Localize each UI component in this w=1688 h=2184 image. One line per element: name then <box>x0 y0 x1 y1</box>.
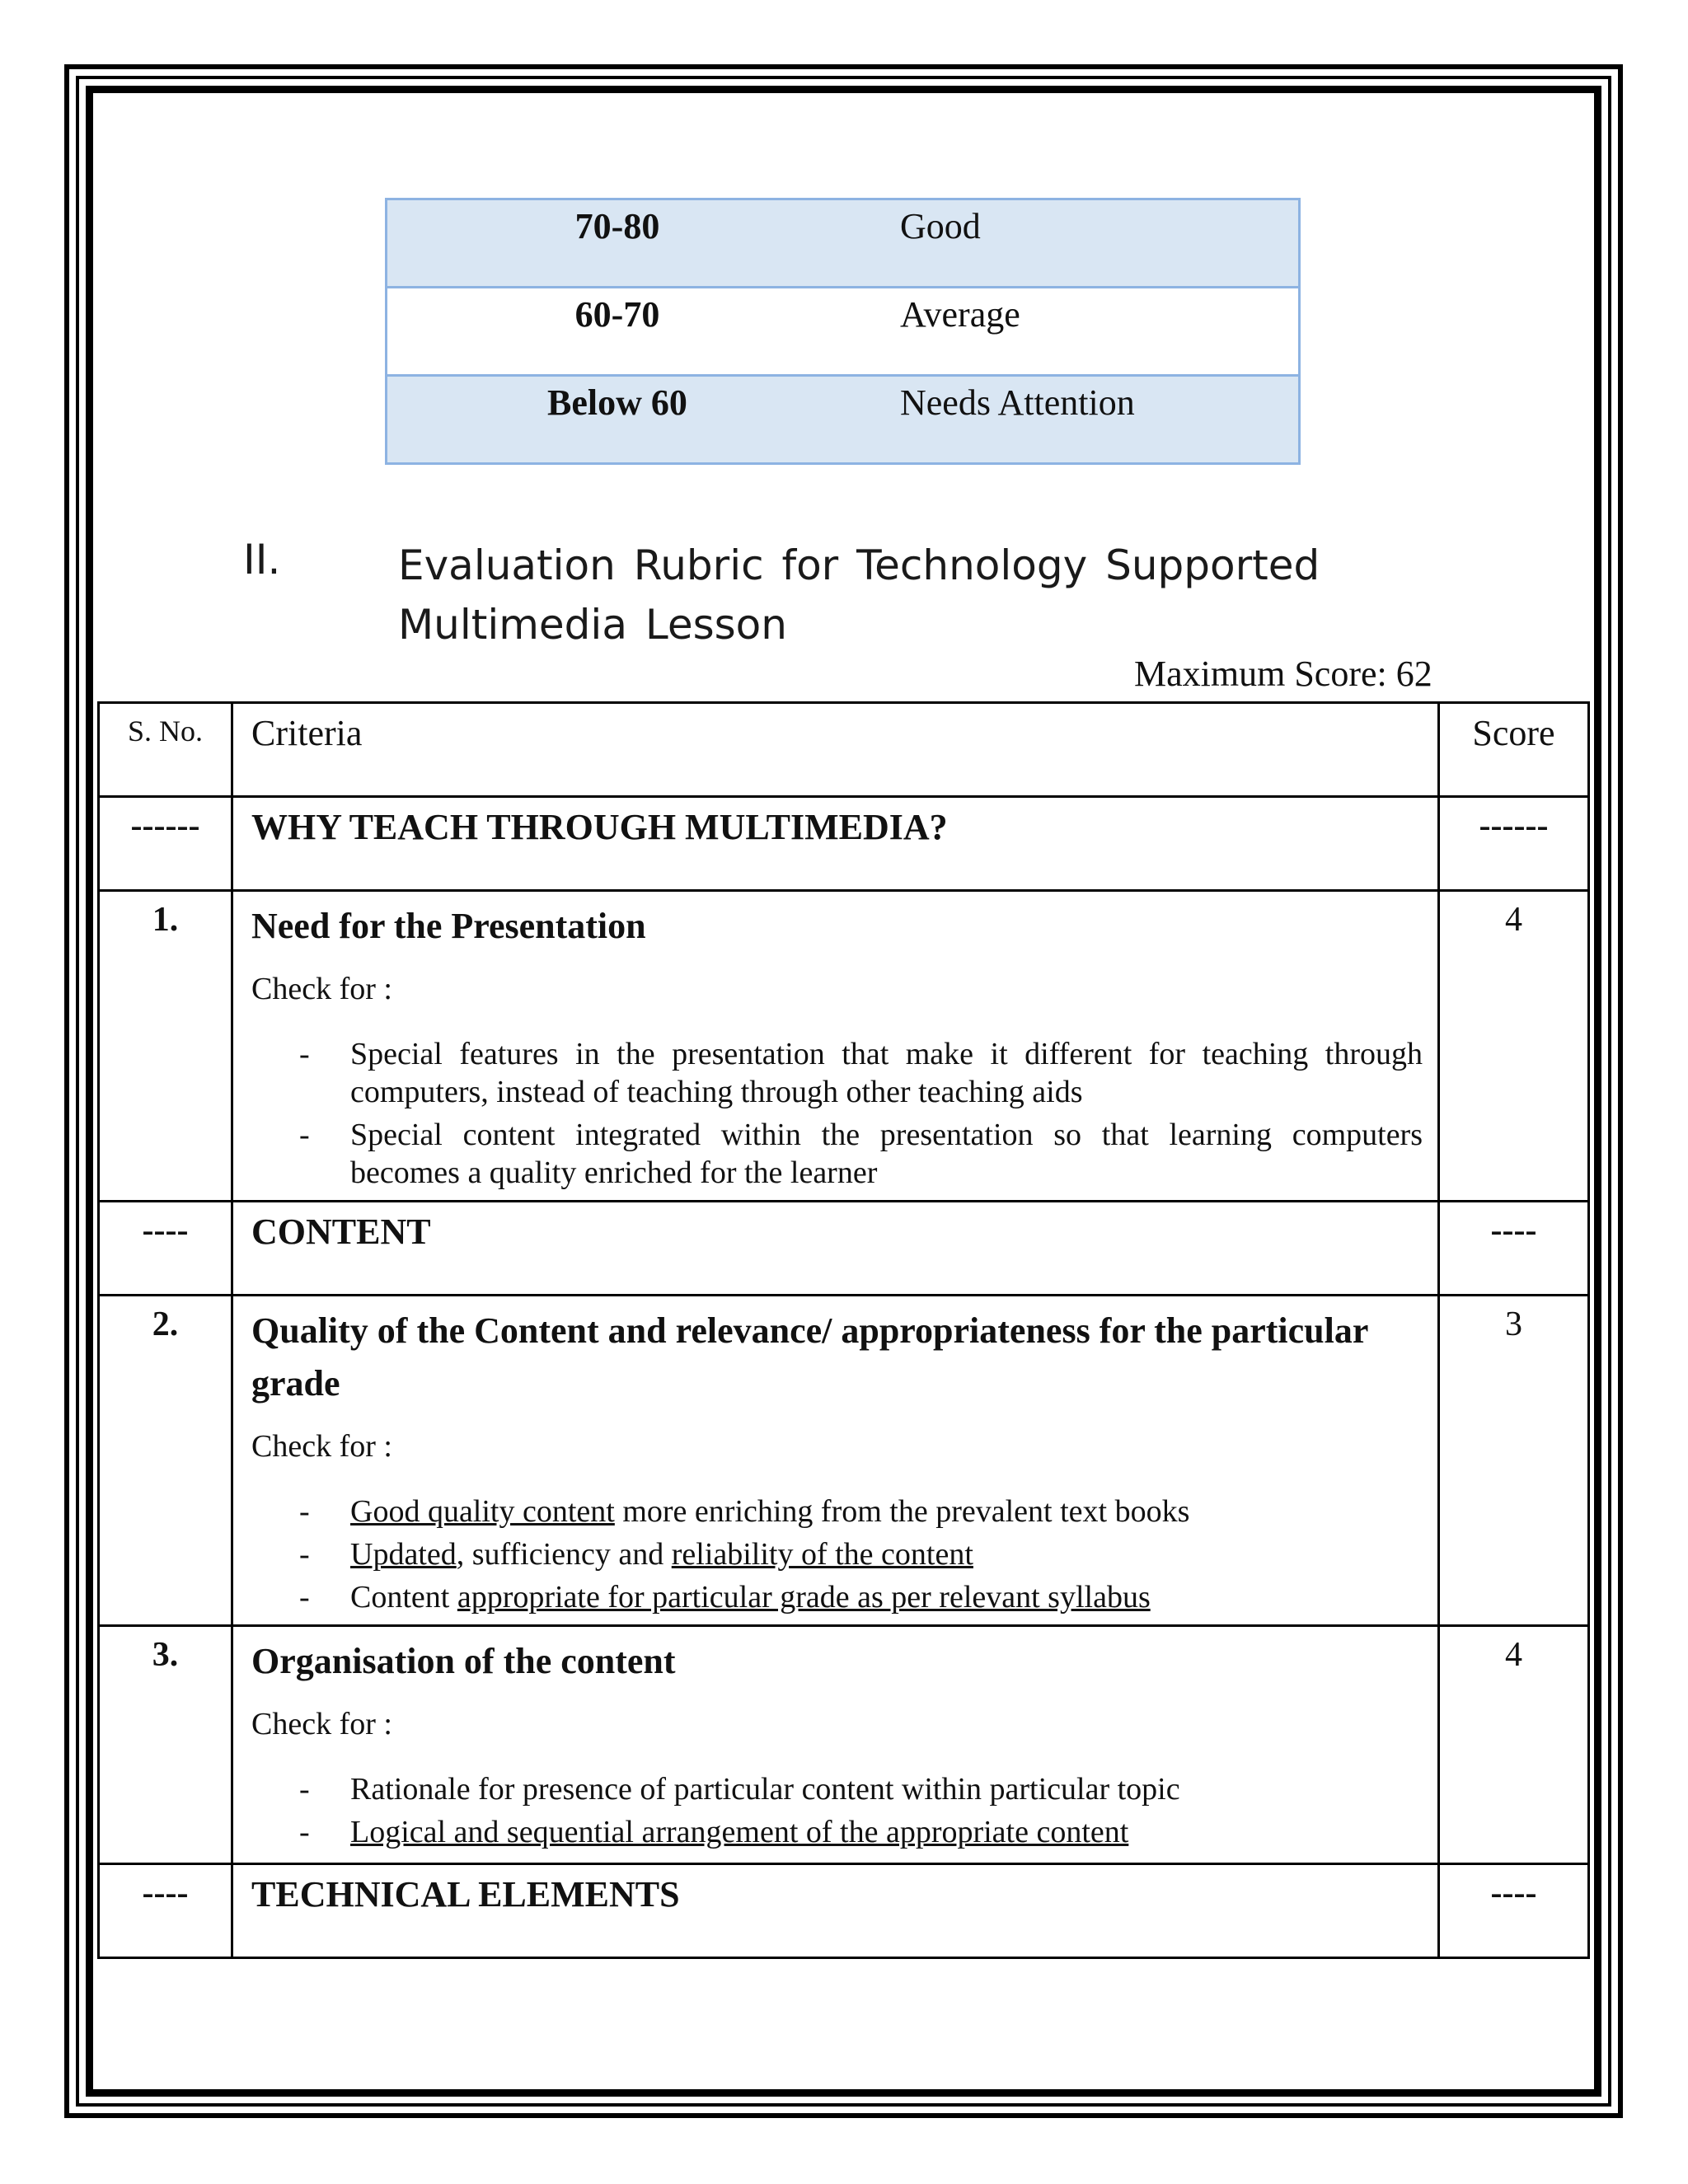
grade-label: Good <box>847 199 1300 288</box>
section-criteria: WHY TEACH THROUGH MULTIMEDIA? <box>232 797 1439 891</box>
bullet-dash: - <box>299 1772 310 1807</box>
bullet-text-underlined: appropriate for particular grade as per relevant syllabus <box>457 1580 1151 1615</box>
item-sno: 3. <box>99 1626 232 1864</box>
bullet-text: Special features in the presentation that make it different for teaching through computers, instead of teaching through other teaching aids <box>350 1037 1423 1109</box>
item-sno: 1. <box>99 891 232 1202</box>
bullet-dash: - <box>299 1494 310 1529</box>
check-for-label: Check for : <box>251 1707 392 1741</box>
list-item <box>251 1116 1423 1192</box>
bullet-text: Content <box>350 1580 457 1615</box>
grade-row <box>387 288 1300 376</box>
section-sno: ------ <box>99 797 232 891</box>
item-criteria <box>232 1296 1439 1626</box>
item-score: 4 <box>1439 891 1589 1202</box>
grade-label: Needs Attention <box>847 376 1300 464</box>
section-criteria: TECHNICAL ELEMENTS <box>232 1864 1439 1958</box>
bullet-dash: - <box>299 1118 310 1152</box>
section-sno: ---- <box>99 1202 232 1296</box>
bullet-text: Special content integrated within the presentation so that learning computers becomes a quality enriched for the learner <box>350 1118 1423 1190</box>
bullet-text: , sufficiency and <box>456 1537 672 1572</box>
section-number: II. <box>243 536 281 583</box>
rubric-table <box>97 701 1590 1959</box>
grade-range-table <box>385 198 1301 465</box>
bullet-list <box>251 1493 1423 1616</box>
grade-range: 60-70 <box>387 288 848 376</box>
rubric-item-row <box>99 1626 1589 1864</box>
section-score: ---- <box>1439 1864 1589 1958</box>
section-title: Evaluation Rubric for Technology Supported Multimedia Lesson <box>398 541 1320 649</box>
grade-range: 70-80 <box>387 199 848 288</box>
check-for-label: Check for : <box>251 972 392 1006</box>
grade-label: Average <box>847 288 1300 376</box>
rubric-item-row <box>99 1296 1589 1626</box>
header-criteria: Criteria <box>232 703 1439 797</box>
item-title: Need for the Presentation <box>251 906 646 946</box>
bullet-dash: - <box>299 1815 310 1849</box>
item-title: Organisation of the content <box>251 1641 676 1681</box>
section-score: ---- <box>1439 1202 1589 1296</box>
bullet-text-underlined: Good quality content <box>350 1494 615 1529</box>
item-criteria <box>232 1626 1439 1864</box>
bullet-text-underlined: Updated <box>350 1537 457 1572</box>
section-sno: ---- <box>99 1864 232 1958</box>
maximum-score: Maximum Score: 62 <box>1134 654 1432 694</box>
list-item <box>251 1578 1423 1616</box>
section-row-why <box>99 797 1589 891</box>
header-sno: S. No. <box>99 703 232 797</box>
grade-row <box>387 199 1300 288</box>
grade-range: Below 60 <box>387 376 848 464</box>
bullet-dash: - <box>299 1537 310 1572</box>
bullet-dash: - <box>299 1037 310 1071</box>
section-score: ------ <box>1439 797 1589 891</box>
bullet-text-underlined: reliability of the content <box>671 1537 973 1572</box>
section-row-technical <box>99 1864 1589 1958</box>
item-title: Quality of the Content and relevance/ appropriateness for the particular grade <box>251 1310 1368 1404</box>
item-criteria <box>232 891 1439 1202</box>
bullet-list <box>251 1770 1423 1851</box>
header-score: Score <box>1439 703 1589 797</box>
bullet-list <box>251 1035 1423 1192</box>
bullet-dash: - <box>299 1580 310 1615</box>
section-criteria: CONTENT <box>232 1202 1439 1296</box>
rubric-item-row <box>99 891 1589 1202</box>
list-item <box>251 1770 1423 1808</box>
bullet-text: more enriching from the prevalent text books <box>614 1494 1190 1529</box>
item-score: 3 <box>1439 1296 1589 1626</box>
rubric-header-row <box>99 703 1589 797</box>
check-for-label: Check for : <box>251 1429 392 1464</box>
section-row-content <box>99 1202 1589 1296</box>
list-item <box>251 1813 1423 1851</box>
bullet-text-underlined: Logical and sequential arrangement of the appropriate content <box>350 1815 1129 1849</box>
bullet-text: Rationale for presence of particular content within particular topic <box>350 1772 1180 1807</box>
list-item <box>251 1493 1423 1530</box>
list-item <box>251 1535 1423 1573</box>
grade-row <box>387 376 1300 464</box>
list-item <box>251 1035 1423 1111</box>
item-score: 4 <box>1439 1626 1589 1864</box>
item-sno: 2. <box>99 1296 232 1626</box>
